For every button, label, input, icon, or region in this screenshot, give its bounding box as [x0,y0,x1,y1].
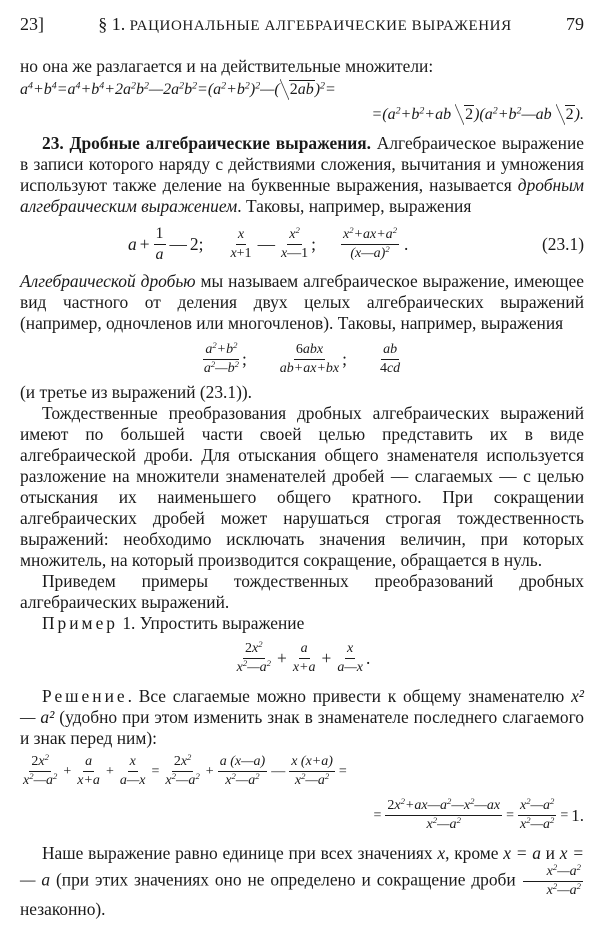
third-note: (и третье из выражений (23.1)). [20,382,253,402]
example-1: Пример 1. Упростить выражение [42,613,305,633]
solution-line-1: $\frac{2x^2}{x^2—a^2}$ + $\frac{a}{x+a}$ + $\frac{x}{a—x}$ = $\frac{2x^2}{x^2—a^2}$ + $\frac{a (x—a)}{x^2—a^2}$ — $\frac{x (x+a)}{x^2—a^2}$ = [23,751,347,788]
page-number: 79 [565,14,584,34]
header-title: § 1. РАЦИОНАЛЬНЫЕ АЛГЕБРАИЧЕСКИЕ ВЫРАЖЕНИЯ [98,14,512,34]
paragraph-identity: Тождественные преобразования дробных алгебраических выражений имеют по большей части своей целью представить их в виде алгебраической дроби. Для отыскания общего знаменателя используется разложение на множители знаменателей дробей — слагаемых — с целью отыскания их наименьшего общего кратного. При сокращении алгебраических дробей может нарушаться строгая тождественность выражений: необходимо исключать значения величин, при которых множитель, на который производится сокращение, обращается в нуль. [20,403,584,570]
solution: Решение. Все слагаемые можно привести к общему знаменателю x² — a² (удобно при этом изменить знак в знаменателе последнего слагаемого и знак перед ним): [20,686,584,748]
formula-factorization: $a^4+b^4=a^4+b^4+2a^2b^2—2a^2b^2=(a^2+b^2)^2—$( 2ab)$^2$= [20,80,336,98]
inline-fraction: $\frac{x^2—a^2}{x^2—a^2}$ [523,864,583,899]
running-header [20,14,584,42]
paragraph-algebraic-fraction: Алгебраической дробью мы называем алгебраическое выражение, имеющее вид частного от деления двух целых алгебраических выражений (например, одночленов или многочленов). Таковы, например, выражения [20,271,584,333]
example-expression: $\frac{2x^2}{x^2—a^2}$ + $\frac{a}{x+a}$ + $\frac{x}{a—x}$ . [236,638,371,675]
equation-23-1: a + $\frac{1}{a}$ — 2; $\frac{x}{x+1}$ — $\frac{x^2}{x—1}$ ; $\frac{x^2+ax+a^2}{(x—a)^2}$ . (23.1) [128,224,584,263]
paragraph-23: 23. Дробные алгебраические выражения. Алгебраическое выражение в записи которого наряду с действиями сложения, вычитания и умножения используют также деление на буквенные выражения, называется дробным алгебраическим выражением. Таковы, например, выражения [20,133,584,216]
section-heading-23: 23. Дробные алгебраические выражения. [42,133,371,153]
equation-number: (23.1) [541,233,584,254]
formula-factorization-2: $=(a^2+b^2+ab$ $2)(a^2+b^2—ab$ 2). [371,105,584,123]
intro-line: но она же разлагается и на действительные множители: [20,56,434,76]
fraction-examples: $\frac{a^2+b^2}{a^2—b^2}$ ; $\frac{\text{6abx}}{ab+ax+bx}$ ; $\frac{ab}{4cd}$ [203,339,401,376]
final-paragraph: Наше выражение равно единице при всех значениях x, кроме x = a и x = — a (при этих значениях оно не определено и сокращение дроби $\frac{x^2—a^2}{x^2—a^2}$ незаконно). [20,843,584,919]
solution-line-2: = $\frac{2x^2+ax—a^2—x^2—ax}{x^2—a^2}$ = $\frac{x^2—a^2}{x^2—a^2}$ = 1. [373,795,584,832]
paragraph-examples: Приведем примеры тождественных преобразований дробных алгебраических выражений. [20,571,584,612]
page-body [20,56,584,920]
header-left: 23] [20,14,44,34]
